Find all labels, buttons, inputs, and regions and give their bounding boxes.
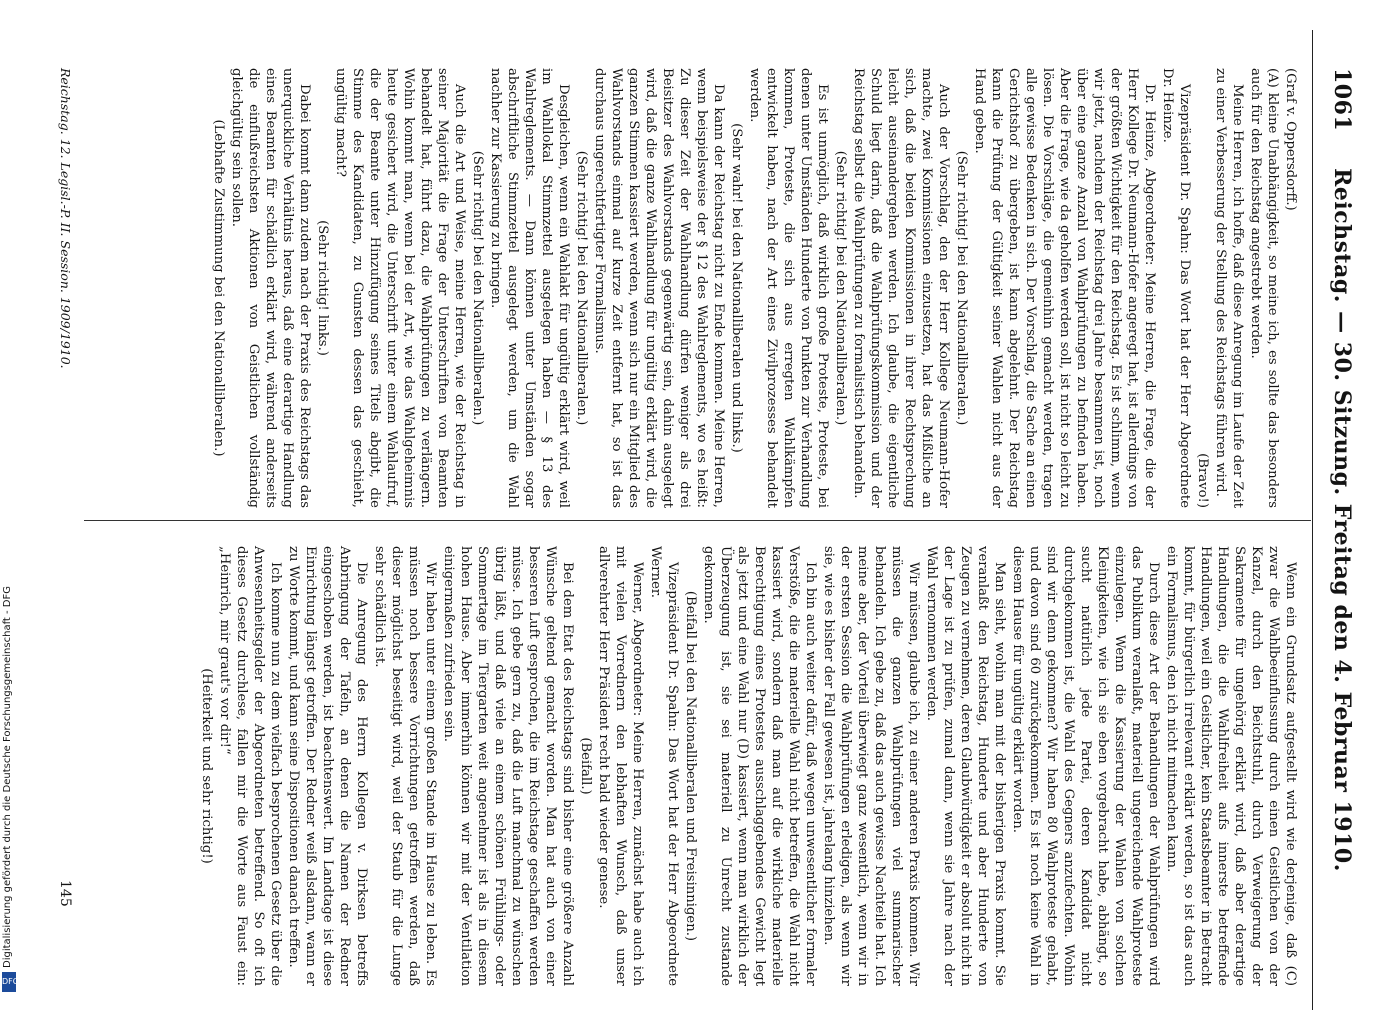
paragraph: Dr. Heinze, Abgeordneter: Meine Herren, die Frage, die der Herr Kollege Dr. Neumann-Hofer angeregt hat, ist allerdings von der größten Wichtigkeit für den Reichstag. Es ist schlimm, wenn wir jetzt, nachdem der Reichstag drei Jahre besammen ist, noch über eine ganze Anzahl von Wahlprüfungen zu befinden haben. Aber die Frage, wie da geholfen werden soll, ist nicht so leicht zu lösen. Die Vorschläge, die gemeinhin gemacht werden, tragen alle gewisse Bedenken in sich. Der Vorschlag, die Sache an einen Gerichtshof zu übergeben, ist kann abgelehnt. Der Reichstag kann die Prüfung der Gültigkeit seiner Wahlen nicht aus der Hand geben.: [972, 68, 1157, 508]
paragraph: Vizepräsident Dr. Spahn: Das Wort hat der Herr Abgeordnete Dr. Heinze.: [1160, 68, 1192, 508]
digitization-credit-strip: [0, 0, 18, 1000]
paragraph: Werner, Abgeordneter: Meine Herren, zunächst habe auch ich mit vielen Vorrednern den lebhaften Wunsch, daß unser allverehrter Herr Präsident recht bald wieder genese.: [596, 546, 645, 986]
paragraph: (A) kleine Unabhängigkeit, so meine ich, es sollte das besonders auch für den Reichstag angestrebt werden.: [1248, 68, 1280, 508]
sheet-number: 145: [57, 880, 73, 907]
interjection: (Lebhafte Zustimmung bei den Nationalliberalen.): [211, 119, 226, 457]
right-column: [197, 546, 1299, 986]
paragraph: Die Anregung des Herrn Kollegen v. Dirksen betreffs Anbringung der Tafeln, an denen die Namen der Redner eingeschoben werden, ist beachtenswert. Im Landtage ist diese Einrichtung längst getroffen. Der Redner weiß alsdann, wann er zu Worte kommt, und kann seine Dispositionen danach treffen.: [286, 546, 369, 986]
paragraph: Meine Herren, ich hoffe, daß diese Anregung im Laufe der Zeit zu einer Verbesserung der Stellung des Reichstags führen wird.: [1213, 68, 1245, 508]
interjection: (Sehr wahr! bei den Nationalliberalen und links.): [729, 123, 744, 453]
page-footer: Reichstag. 12. Legisl.-P. II. Session. 1909/1910.: [58, 68, 73, 369]
interjection: (Sehr richtig! bei den Nationalliberalen.): [574, 150, 589, 426]
paragraph: Auch die Art und Weise, meine Herren, wie der Reichstag in seiner Majorität die Frage der Unterschriften von Beamten behandelt hat, führt dazu, die Wahlprüfungen zu verlängern. Wohin kommt man, wenn bei der Art, wie das Wahlgeheimnis heute gesichert wird, die Unterschrift unter einem Wahlaufruf, die der Beamte unter Hinzufügung seines Titels abgibt, die Stimme des Kandidaten, zu Gunsten dessen das geschieht, ungültig macht?: [333, 68, 467, 508]
paragraph: Ich bin auch weiter dafür, daß wegen unwesentlicher formaler Verstöße, die die materielle Wahl nicht betreffen, die Wahl nicht kassiert wird, sondern daß man auf die wirkliche materielle Berechtigung eines Protestes ausschlaggebendes Gewicht legt als jetzt und eine Wahl nur (D) kassiert, wenn man wirklich der Überzeugung ist, sie sei materiell zu Unrecht zustande gekommen.: [701, 546, 818, 986]
page-number: 1061: [1329, 68, 1355, 132]
interjection: (Beifall.): [578, 737, 593, 795]
paragraph: Wir haben unter einem großen Stande im Hause zu leben. Es müssen noch bessere Vorrichtungen getroffen werden, daß dieser möglichst beseitigt wird, weil der Staub für die Lunge sehr schädlich ist.: [372, 546, 438, 986]
interjection: (Beifall bei den Nationalliberalen und Freisinnigen.): [683, 590, 698, 942]
paragraph: Durch diese Art der Behandlungen der Wahlprüfungen wird das Publikum veranlaßt, materiell ungereichende Wahlproteste einzulegen. Wenn die Kassierung der Wahlen von solchen Kleinigkeiten, wie ich sie eben vorgebracht habe, abhängt, so sucht natürlich jede Partei, deren Kandidat nicht durchgekommen ist, die Wahl des Gegners anzufechten. Wohin sind wir denn gekommen? Wir haben 80 Wahlproteste gehabt, und davon sind 60 zurückgekommen. Es ist noch keine Wahl in diesem Hause für ungültig erklärt worden.: [1010, 546, 1161, 986]
interjection: (Heiterkeit und sehr richtig!): [199, 668, 214, 864]
header-rule: [1312, 30, 1313, 1010]
paragraph: Bei dem Etat des Reichstags sind bisher eine größere Anzahl Wünsche geltend gemacht worden. Man hat auch von einer besseren Luft gesprochen, die im Reichstage geschaffen werden müsse. Ich gebe gern zu, daß die Luft manchmal zu wünschen übrig läßt, und daß viele an einem schönen Frühlings- oder Sommertage im Tiergarten weit angenehmer ist als in diesem hohen Hause. Aber immerhin können wir mit der Ventilation einigermaßen zufrieden sein.: [441, 546, 575, 986]
paragraph: Da kann der Reichstag nicht zu Ende kommen. Meine Herren, wenn beispielsweise der § 12 des Wahlreglements, wo es heißt: Zu dieser Zeit der Wahlhandlung dürfen weniger als drei Beisitzer des Wahlvorstands gegenwärtig sein, dahin ausgelegt wird, daß die ganze Wahlhandlung für ungültig erklärt wird, die ganzen Stimmen kassiert werden, wenn sich nur ein Mitglied des Wahlvorstands einmal auf kurze Zeit entfernt hat, so ist das durchaus ungerechtfertigter Formalismus.: [592, 68, 726, 508]
digitization-credit-text: Digitalisierung gefördert durch die Deutsche Forschungsgemeinschaft - DFG: [2, 585, 13, 968]
interjection: (Sehr richtig! bei den Nationalliberalen.): [954, 150, 969, 426]
dfg-logo: DFG: [2, 972, 16, 992]
page-header: [1321, 20, 1355, 1020]
interjection: (Bravo!): [1195, 453, 1210, 508]
paragraph: Wir müssen, glaube ich, zu einer anderen Praxis kommen. Wir müssen die ganzen Wahlprüfungen viel summarischer behandeln. Ich gebe zu, daß das auch gewisse Nachteile hat. Ich meine aber, der Vorteil überwiegt ganz wesentlich, wenn wir in der ersten Session die Wahlprüfungen erledigen, als wenn wir sie, wie es bisher der Fall gewesen ist, jahrelang hinziehen.: [821, 546, 921, 986]
scanned-page: [20, 20, 1363, 1020]
paragraph: Ich komme nun zu dem vielfach besprochenen Gesetz über die Anwesenheitsgelder der Abgeordneten betreffend. So oft ich dieses Gesetz durchlese, fallen mir die Worte aus Faust ein: „Heinrich, mir graut's vor dir!“: [217, 546, 283, 986]
paragraph: Dabei kommt dann zudem nach der Praxis des Reichstags das unerquickliche Verhältnis heraus, daß eine derartige Handlung eines Beamten für schädlich erklärt wird, während anderseits die einflußreichsten Aktionen von Geistlichen vollständig gleichgültig sein sollen.: [229, 68, 312, 508]
paragraph: Man sieht, wohin man mit der bisherigen Praxis kommt. Sie veranlaßt den Reichstag, Hunderte und aber Hunderte von Zeugen zu vernehmen, deren Glaubwürdigkeit er absolut nicht in der Lage ist zu prüfen, zumal dann, wenn sie Jahre nach der Wahl vernommen werden.: [924, 546, 1007, 986]
paragraph: Desgleichen, wenn ein Wahlakt für ungültig erklärt wird, weil im Wahllokal Stimmzettel ausgelegen haben — § 13 des Wahlreglements. — Dann können unter Umständen sogar abschriftliche Stimmzettel ausgelegt werden, um die Wahl nachher zur Kassierung zu bringen.: [488, 68, 571, 508]
left-column: [209, 68, 1299, 508]
paragraph: Auch der Vorschlag, den der Herr Kollege Neumann-Hofer machte, zwei Kommissionen einzusetzen, hat das Mißliche an sich, daß die beiden Kommissionen in ihrer Rechtsprechung leicht auseinandergehen werden. Ich glaube, die eigentliche Schuld liegt darin, daß die Wahlprüfungskommission und der Reichstag selbst die Wahlprüfungen zu formalistisch behandeln.: [851, 68, 951, 508]
column-rule: [84, 520, 1311, 521]
interjection: (Sehr richtig! links.): [315, 220, 330, 356]
running-title: Reichstag. — 30. Sitzung. Freitag den 4. Februar 1910.: [1329, 168, 1355, 872]
interjection: (Sehr richtig! bei den Nationalliberalen.): [470, 150, 485, 426]
interjection: (Sehr richtig! bei den Nationalliberalen.): [833, 150, 848, 426]
speaker-note: (Graf v. Oppersdorff.): [1283, 68, 1298, 211]
paragraph: Vizepräsident Dr. Spahn: Das Wort hat der Herr Abgeordnete Werner.: [648, 546, 680, 986]
paragraph: Wenn ein Grundsatz aufgestellt wird wie derjenige, daß (C) zwar die Wahlbeeinflussung durch einen Geistlichen von der Kanzel, durch den Beichtstuhl, durch Verweigerung der Sakramente für ungehörig erklärt wird, daß aber derartige Handlungen, die die Wahlfreiheit aufs innerste betreffende Handlungen, weil ein Geistlicher, kein Staatsbeamter in Betracht kommt, für bürgerlich irrelevant erklärt werden, so ist das auch ein Formalismus, den ich nicht mitmachen kann.: [1164, 546, 1298, 986]
paragraph: Es ist unmöglich, daß wirklich große Proteste, Proteste, bei denen unter Umständen Hunderte von Punkten zur Verhandlung kommen, Proteste, die sich aus erregten Wahlkämpfen entwickelt haben, nach der Art eines Zivilprozesses behandelt werden.: [747, 68, 830, 508]
